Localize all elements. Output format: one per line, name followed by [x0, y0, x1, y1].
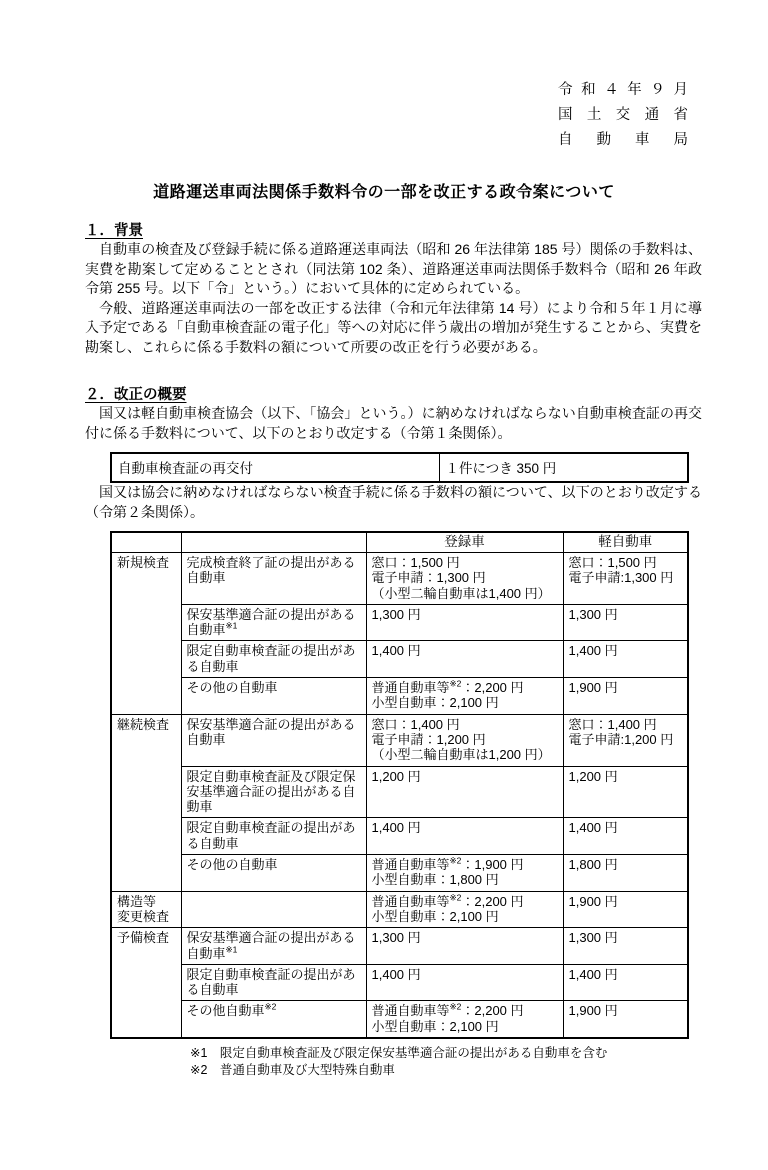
fee-table-row — [111, 891, 688, 928]
fee-table-row — [111, 928, 688, 965]
kei-car-fee-cell: 1,800 円 — [563, 855, 688, 892]
registered-car-fee-cell: 1,300 円 — [366, 928, 563, 965]
header-date-block — [558, 78, 688, 153]
category-cell: 継続検査 — [111, 714, 181, 891]
footnote-marker: ※2 — [449, 1002, 462, 1013]
header-cell-blank-2 — [181, 532, 366, 553]
footnote-marker: ※1 — [225, 944, 238, 955]
registered-car-fee-cell: 1,300 円 — [366, 604, 563, 641]
header-date: 令 和 ４ 年 ９ 月 — [558, 82, 688, 98]
kei-car-fee-cell: 1,200 円 — [563, 766, 688, 818]
registered-car-fee-cell: 普通自動車等$^{※2}$：2,200 円 小型自動車：2,100 円 — [366, 891, 563, 928]
fee-table-row — [111, 714, 688, 766]
fee-table-body — [111, 553, 688, 1039]
description-cell: 限定自動車検査証及び限定保安基準適合証の提出がある自動車 — [181, 766, 366, 818]
category-cell: 予備検査 — [111, 928, 181, 1038]
kei-car-fee-cell: 1,400 円 — [563, 818, 688, 855]
fee-table-row — [111, 678, 688, 715]
description-cell: 限定自動車検査証の提出がある自動車 — [181, 641, 366, 678]
reissue-item-cell: 自動車検査証の再交付 — [111, 453, 439, 482]
footnote-marker: ※2 — [449, 892, 462, 903]
category-cell: 構造等 変更検査 — [111, 891, 181, 928]
kei-car-fee-cell: 1,400 円 — [563, 964, 688, 1001]
registered-car-fee-cell: 1,400 円 — [366, 641, 563, 678]
description-cell: 限定自動車検査証の提出がある自動車 — [181, 818, 366, 855]
fee-table-row — [111, 818, 688, 855]
registered-car-fee-cell: 普通自動車等$^{※2}$：1,900 円 小型自動車：1,800 円 — [366, 855, 563, 892]
registered-car-fee-cell: 窓口：1,500 円 電子申請：1,300 円 （小型二輪自動車は1,400 円） — [366, 553, 563, 605]
registered-car-fee-cell: 普通自動車等$^{※2}$：2,200 円 小型自動車：2,100 円 — [366, 1001, 563, 1038]
kei-car-fee-cell: 1,900 円 — [563, 678, 688, 715]
fee-table-row — [111, 1001, 688, 1038]
section1-paragraph-2: 今般、道路運送車両法の一部を改正する法律（令和元年法律第 14 号）により令和５年１月に導入予定である「自動車検査証の電子化」等への対応に伴う歳出の増加が発生することから、実費を勘案し、これらに係る手数料の額について所要の改正を行う必要がある。 — [85, 299, 702, 355]
footnote-1: ※1 限定自動車検査証及び限定保安基準適合証の提出がある自動車を含む — [190, 1046, 608, 1061]
section2-intro-2: 国又は協会に納めなければならない検査手続に係る手数料の額について、以下のとおり改定する（令第２条関係）。 — [85, 484, 702, 520]
header-cell-registered-car: 登録車 — [366, 532, 563, 553]
section2-heading: ２．改正の概要 — [85, 387, 187, 403]
kei-car-fee-cell: 1,900 円 — [563, 891, 688, 928]
kei-car-fee-cell: 1,300 円 — [563, 604, 688, 641]
footnote-marker: ※2 — [449, 855, 462, 866]
description-cell — [181, 891, 366, 928]
footnotes — [190, 1045, 702, 1079]
registered-car-fee-cell: 窓口：1,400 円 電子申請：1,200 円 （小型二輪自動車は1,200 円） — [366, 714, 563, 766]
footnote-marker: ※2 — [449, 678, 462, 689]
footnote-marker: ※2 — [264, 1002, 277, 1013]
footnote-marker: ※1 — [225, 620, 238, 631]
kei-car-fee-cell: 窓口：1,400 円 電子申請:1,200 円 — [563, 714, 688, 766]
fee-table-row — [111, 553, 688, 605]
header-ministry: 国 土 交 通 省 — [558, 107, 688, 123]
reissue-fee-row — [111, 453, 688, 482]
section1-paragraph-1: 自動車の検査及び登録手続に係る道路運送車両法（昭和 26 年法律第 185 号）関係の手数料は、実費を勘案して定めることとされ（同法第 102 条）、道路運送車両法関係手数料令（昭和 26 年政令第 255 号。以下「令」という。）において具体的に定められている。 — [85, 241, 702, 296]
document-page — [0, 78, 768, 1170]
description-cell: 保安基準適合証の提出がある自動車$^{※1}$ — [181, 604, 366, 641]
section2-intro-1: 国又は軽自動車検査協会（以下、「協会」という。）に納めなければならない自動車検査証の再交付に係る手数料について、以下のとおり改定する（令第１条関係）。 — [85, 405, 702, 441]
kei-car-fee-cell: 1,300 円 — [563, 928, 688, 965]
description-cell: その他自動車$^{※2}$ — [181, 1001, 366, 1038]
description-cell: 限定自動車検査証の提出がある自動車 — [181, 964, 366, 1001]
description-cell: その他の自動車 — [181, 855, 366, 892]
header-cell-blank-1 — [111, 532, 181, 553]
inspection-fee-table — [110, 531, 689, 1039]
section1-heading: １．背景 — [85, 223, 143, 239]
registered-car-fee-cell: 普通自動車等$^{※2}$：2,200 円 小型自動車：2,100 円 — [366, 678, 563, 715]
reissue-fee-cell: １件につき 350 円 — [439, 453, 688, 482]
fee-table-row — [111, 604, 688, 641]
header-bureau: 自 動 車 局 — [558, 132, 688, 148]
kei-car-fee-cell: 1,900 円 — [563, 1001, 688, 1038]
kei-car-fee-cell: 窓口：1,500 円 電子申請:1,300 円 — [563, 553, 688, 605]
fee-table-row — [111, 641, 688, 678]
kei-car-fee-cell: 1,400 円 — [563, 641, 688, 678]
document-body — [85, 219, 702, 1079]
description-cell: 保安基準適合証の提出がある自動車$^{※1}$ — [181, 928, 366, 965]
description-cell: 完成検査終了証の提出がある自動車 — [181, 553, 366, 605]
registered-car-fee-cell: 1,400 円 — [366, 964, 563, 1001]
reissue-fee-table — [110, 452, 689, 483]
fee-table-header-row — [111, 532, 688, 553]
category-cell: 新規検査 — [111, 553, 181, 715]
registered-car-fee-cell: 1,400 円 — [366, 818, 563, 855]
footnote-2: ※2 普通自動車及び大型特殊自動車 — [190, 1063, 395, 1078]
description-cell: 保安基準適合証の提出がある自動車 — [181, 714, 366, 766]
registered-car-fee-cell: 1,200 円 — [366, 766, 563, 818]
fee-table-row — [111, 964, 688, 1001]
fee-table-row — [111, 766, 688, 818]
fee-table-row — [111, 855, 688, 892]
description-cell: その他の自動車 — [181, 678, 366, 715]
document-title: 道路運送車両法関係手数料令の一部を改正する政令案について — [153, 184, 615, 201]
header-cell-kei-car: 軽自動車 — [563, 532, 688, 553]
